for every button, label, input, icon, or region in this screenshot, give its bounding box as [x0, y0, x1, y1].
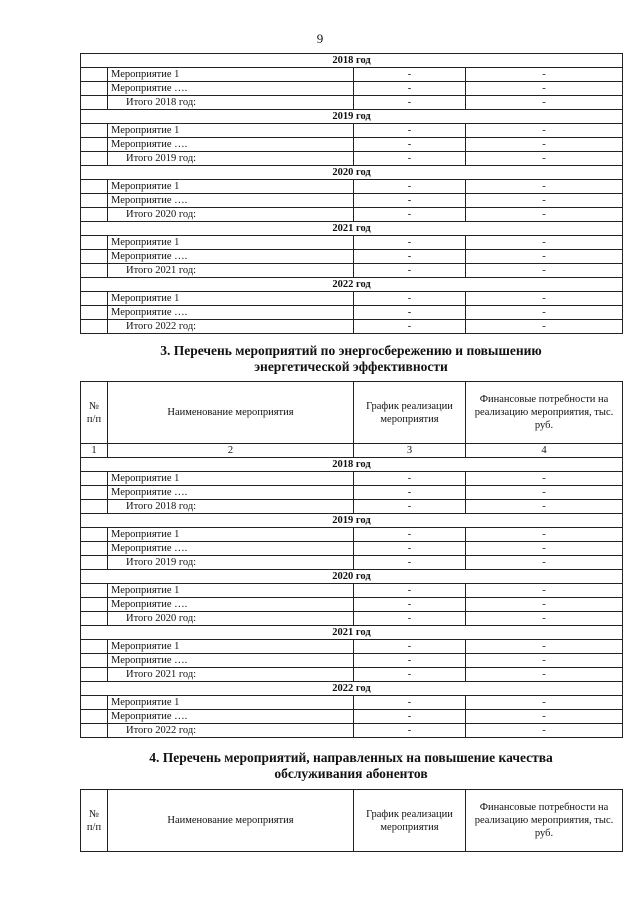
- activity-name: Мероприятие ….: [108, 306, 354, 320]
- year-row: [81, 166, 623, 180]
- row-number-cell: [81, 82, 108, 96]
- row-number-cell: [81, 556, 108, 570]
- total-label: Итого 2022 год:: [108, 320, 354, 334]
- year-row: [81, 682, 623, 696]
- schedule-cell: -: [354, 542, 466, 556]
- table-row: [81, 292, 623, 306]
- schedule-cell: -: [354, 264, 466, 278]
- row-number-cell: [81, 640, 108, 654]
- year-label: 2018 год: [81, 458, 623, 472]
- total-row: [81, 208, 623, 222]
- year-label: 2022 год: [81, 278, 623, 292]
- year-label: 2019 год: [81, 110, 623, 124]
- finance-cell: -: [466, 96, 623, 110]
- row-number-cell: [81, 654, 108, 668]
- column-header-schedule: График реализации мероприятия: [354, 790, 466, 852]
- column-number-cell: 4: [466, 444, 623, 458]
- activity-name: Мероприятие 1: [108, 528, 354, 542]
- finance-cell: -: [466, 180, 623, 194]
- activity-name: Мероприятие ….: [108, 138, 354, 152]
- row-number-cell: [81, 696, 108, 710]
- finance-cell: -: [466, 138, 623, 152]
- row-number-cell: [81, 152, 108, 166]
- activity-name: Мероприятие 1: [108, 180, 354, 194]
- finance-cell: -: [466, 710, 623, 724]
- year-label: 2021 год: [81, 222, 623, 236]
- column-header-schedule: График реализации мероприятия: [354, 382, 466, 444]
- activity-name: Мероприятие ….: [108, 250, 354, 264]
- section4-heading-line1: 4. Перечень мероприятий, направленных на повышение качества: [149, 750, 553, 765]
- schedule-cell: -: [354, 292, 466, 306]
- total-label: Итого 2019 год:: [108, 556, 354, 570]
- row-number-cell: [81, 710, 108, 724]
- finance-cell: -: [466, 124, 623, 138]
- activity-name: Мероприятие ….: [108, 486, 354, 500]
- finance-cell: -: [466, 194, 623, 208]
- total-label: Итого 2018 год:: [108, 500, 354, 514]
- activity-name: Мероприятие 1: [108, 472, 354, 486]
- table-row: [81, 68, 623, 82]
- year-row: [81, 222, 623, 236]
- total-row: [81, 500, 623, 514]
- finance-cell: -: [466, 68, 623, 82]
- schedule-cell: -: [354, 472, 466, 486]
- table-header-row: [81, 382, 623, 444]
- finance-cell: -: [466, 264, 623, 278]
- section3-heading-line1: 3. Перечень мероприятий по энергосбережению и повышению: [160, 343, 542, 358]
- page-number: 9: [316, 31, 324, 46]
- row-number-cell: [81, 180, 108, 194]
- schedule-cell: -: [354, 250, 466, 264]
- table-row: [81, 180, 623, 194]
- total-label: Итого 2020 год:: [108, 612, 354, 626]
- total-label: Итого 2018 год:: [108, 96, 354, 110]
- year-label: 2021 год: [81, 626, 623, 640]
- column-number-cell: 1: [81, 444, 108, 458]
- schedule-cell: -: [354, 724, 466, 738]
- schedule-cell: -: [354, 152, 466, 166]
- row-number-cell: [81, 500, 108, 514]
- finance-cell: -: [466, 250, 623, 264]
- finance-cell: -: [466, 598, 623, 612]
- schedule-cell: -: [354, 208, 466, 222]
- activity-name: Мероприятие 1: [108, 696, 354, 710]
- schedule-cell: -: [354, 584, 466, 598]
- activity-name: Мероприятие ….: [108, 82, 354, 96]
- activity-name: Мероприятие ….: [108, 710, 354, 724]
- schedule-cell: -: [354, 124, 466, 138]
- table-row: [81, 528, 623, 542]
- table-row: [81, 542, 623, 556]
- total-row: [81, 724, 623, 738]
- total-row: [81, 556, 623, 570]
- schedule-cell: -: [354, 82, 466, 96]
- table-row: [81, 598, 623, 612]
- finance-cell: -: [466, 724, 623, 738]
- schedule-cell: -: [354, 486, 466, 500]
- section4-heading-line2: обслуживания абонентов: [274, 766, 428, 781]
- activity-name: Мероприятие 1: [108, 292, 354, 306]
- table-row: [81, 306, 623, 320]
- finance-cell: -: [466, 236, 623, 250]
- year-row: [81, 54, 623, 68]
- finance-cell: -: [466, 472, 623, 486]
- finance-cell: -: [466, 654, 623, 668]
- section4-table: [80, 789, 623, 852]
- row-number-cell: [81, 668, 108, 682]
- schedule-cell: -: [354, 696, 466, 710]
- section3-table: [80, 381, 623, 738]
- table-header-row: [81, 790, 623, 852]
- activity-name: Мероприятие 1: [108, 584, 354, 598]
- row-number-cell: [81, 194, 108, 208]
- table-row: [81, 654, 623, 668]
- row-number-cell: [81, 68, 108, 82]
- row-number-cell: [81, 264, 108, 278]
- schedule-cell: -: [354, 598, 466, 612]
- schedule-cell: -: [354, 528, 466, 542]
- column-header-finance: Финансовые потребности на реализацию мероприятия, тыс. руб.: [466, 382, 623, 444]
- table-row: [81, 710, 623, 724]
- total-row: [81, 96, 623, 110]
- table-row: [81, 640, 623, 654]
- section4-heading: [80, 750, 622, 782]
- finance-cell: -: [466, 668, 623, 682]
- column-header-finance: Финансовые потребности на реализацию мероприятия, тыс. руб.: [466, 790, 623, 852]
- column-number-cell: 2: [108, 444, 354, 458]
- finance-cell: -: [466, 152, 623, 166]
- schedule-cell: -: [354, 194, 466, 208]
- section3-heading: [80, 343, 622, 375]
- table-row: [81, 236, 623, 250]
- finance-cell: -: [466, 306, 623, 320]
- year-row: [81, 570, 623, 584]
- year-row: [81, 278, 623, 292]
- row-number-cell: [81, 138, 108, 152]
- row-number-cell: [81, 292, 108, 306]
- row-number-cell: [81, 472, 108, 486]
- row-number-cell: [81, 584, 108, 598]
- row-number-cell: [81, 486, 108, 500]
- activity-name: Мероприятие ….: [108, 598, 354, 612]
- schedule-cell: -: [354, 654, 466, 668]
- finance-cell: -: [466, 584, 623, 598]
- table-row: [81, 472, 623, 486]
- year-row: [81, 514, 623, 528]
- top-activities-table: [80, 53, 623, 334]
- total-row: [81, 320, 623, 334]
- table-row: [81, 486, 623, 500]
- total-row: [81, 668, 623, 682]
- year-row: [81, 458, 623, 472]
- column-number-row: [81, 444, 623, 458]
- activity-name: Мероприятие 1: [108, 236, 354, 250]
- activity-name: Мероприятие 1: [108, 640, 354, 654]
- schedule-cell: -: [354, 640, 466, 654]
- schedule-cell: -: [354, 710, 466, 724]
- year-label: 2019 год: [81, 514, 623, 528]
- row-number-cell: [81, 320, 108, 334]
- table-row: [81, 138, 623, 152]
- finance-cell: -: [466, 528, 623, 542]
- total-label: Итого 2019 год:: [108, 152, 354, 166]
- activity-name: Мероприятие ….: [108, 542, 354, 556]
- schedule-cell: -: [354, 96, 466, 110]
- table-row: [81, 696, 623, 710]
- column-header-name: Наименование мероприятия: [108, 790, 354, 852]
- finance-cell: -: [466, 612, 623, 626]
- year-label: 2020 год: [81, 570, 623, 584]
- finance-cell: -: [466, 542, 623, 556]
- year-label: 2022 год: [81, 682, 623, 696]
- finance-cell: -: [466, 640, 623, 654]
- year-row: [81, 626, 623, 640]
- finance-cell: -: [466, 82, 623, 96]
- row-number-cell: [81, 124, 108, 138]
- column-header-number: № п/п: [81, 382, 108, 444]
- finance-cell: -: [466, 208, 623, 222]
- total-row: [81, 152, 623, 166]
- total-row: [81, 264, 623, 278]
- schedule-cell: -: [354, 180, 466, 194]
- total-label: Итого 2021 год:: [108, 668, 354, 682]
- total-label: Итого 2022 год:: [108, 724, 354, 738]
- schedule-cell: -: [354, 306, 466, 320]
- row-number-cell: [81, 208, 108, 222]
- schedule-cell: -: [354, 138, 466, 152]
- row-number-cell: [81, 306, 108, 320]
- row-number-cell: [81, 250, 108, 264]
- table-row: [81, 82, 623, 96]
- row-number-cell: [81, 236, 108, 250]
- row-number-cell: [81, 542, 108, 556]
- table-row: [81, 584, 623, 598]
- year-label: 2020 год: [81, 166, 623, 180]
- row-number-cell: [81, 598, 108, 612]
- column-header-name: Наименование мероприятия: [108, 382, 354, 444]
- schedule-cell: -: [354, 500, 466, 514]
- year-label: 2018 год: [81, 54, 623, 68]
- activity-name: Мероприятие 1: [108, 124, 354, 138]
- row-number-cell: [81, 528, 108, 542]
- row-number-cell: [81, 724, 108, 738]
- activity-name: Мероприятие ….: [108, 194, 354, 208]
- total-row: [81, 612, 623, 626]
- column-number-cell: 3: [354, 444, 466, 458]
- schedule-cell: -: [354, 556, 466, 570]
- section3-heading-line2: энергетической эффективности: [254, 359, 448, 374]
- table-row: [81, 194, 623, 208]
- activity-name: Мероприятие 1: [108, 68, 354, 82]
- schedule-cell: -: [354, 236, 466, 250]
- finance-cell: -: [466, 696, 623, 710]
- column-header-number: № п/п: [81, 790, 108, 852]
- total-label: Итого 2021 год:: [108, 264, 354, 278]
- schedule-cell: -: [354, 68, 466, 82]
- row-number-cell: [81, 612, 108, 626]
- table-row: [81, 124, 623, 138]
- year-row: [81, 110, 623, 124]
- schedule-cell: -: [354, 320, 466, 334]
- total-label: Итого 2020 год:: [108, 208, 354, 222]
- schedule-cell: -: [354, 612, 466, 626]
- schedule-cell: -: [354, 668, 466, 682]
- finance-cell: -: [466, 556, 623, 570]
- finance-cell: -: [466, 320, 623, 334]
- activity-name: Мероприятие ….: [108, 654, 354, 668]
- table-row: [81, 250, 623, 264]
- row-number-cell: [81, 96, 108, 110]
- finance-cell: -: [466, 292, 623, 306]
- finance-cell: -: [466, 500, 623, 514]
- finance-cell: -: [466, 486, 623, 500]
